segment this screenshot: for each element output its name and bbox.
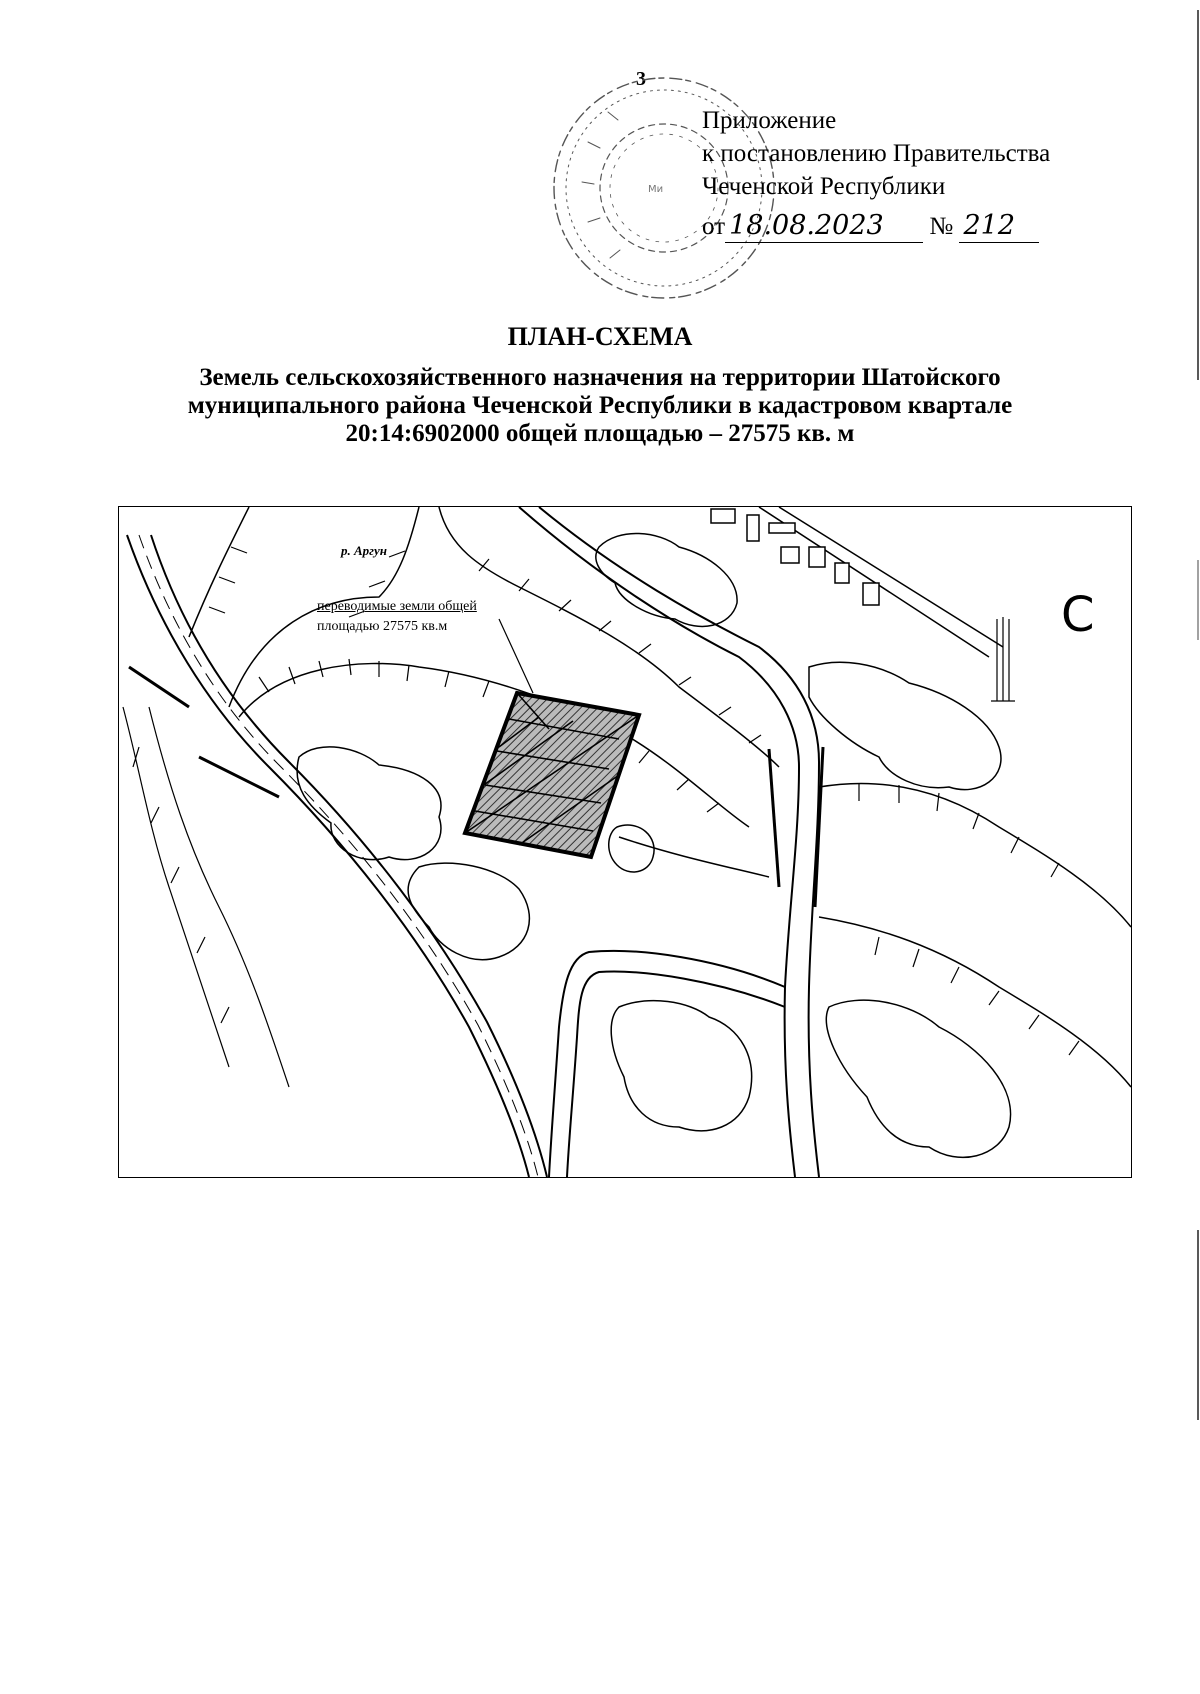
highway-bridge (129, 667, 279, 797)
road-branch (549, 951, 785, 1177)
document-title: ПЛАН-СХЕМА (507, 322, 693, 351)
svg-text:Ми: Ми (648, 184, 664, 195)
handwritten-number: 212 (959, 209, 1039, 243)
map-drawing (119, 507, 1131, 1177)
appendix-line-3: Чеченской Республики (702, 173, 946, 200)
document-subtitle (150, 364, 1050, 448)
appendix-title: Приложение (702, 107, 837, 134)
date-prefix: от (702, 213, 726, 240)
transferred-land-label (317, 597, 477, 637)
handwritten-date: 18.08.2023 (725, 209, 923, 243)
subtitle-line-3: 20:14:6902000 общей площадью – 27575 кв. м (345, 420, 855, 447)
subtitle-line-1: Земель сельскохозяйственного назначения на территории Шатойского (199, 364, 1001, 391)
subtitle-line-2: муниципального района Чеченской Республики в кадастровом квартале (187, 392, 1013, 419)
plan-scheme-map (118, 506, 1132, 1178)
transfer-label-line-2: площадью 27575 кв.м (317, 619, 448, 634)
scan-edge-marks (1196, 0, 1200, 1694)
river-label: р. Аргун (341, 543, 387, 558)
date-number-row (702, 209, 1050, 243)
transfer-label-line-1: переводимые земли общей (317, 599, 477, 614)
transferred-land-parcel (465, 693, 639, 857)
page-number: 3 (636, 68, 646, 90)
north-arrow (991, 617, 1015, 701)
left-terrain (123, 707, 289, 1087)
appendix-block (702, 104, 1050, 243)
river-banks (189, 507, 1131, 1087)
label-leader-line (499, 619, 533, 693)
appendix-line-2: к постановлению Правительства (702, 140, 1051, 167)
number-sign: № (929, 213, 954, 240)
north-label: С (1061, 587, 1095, 643)
